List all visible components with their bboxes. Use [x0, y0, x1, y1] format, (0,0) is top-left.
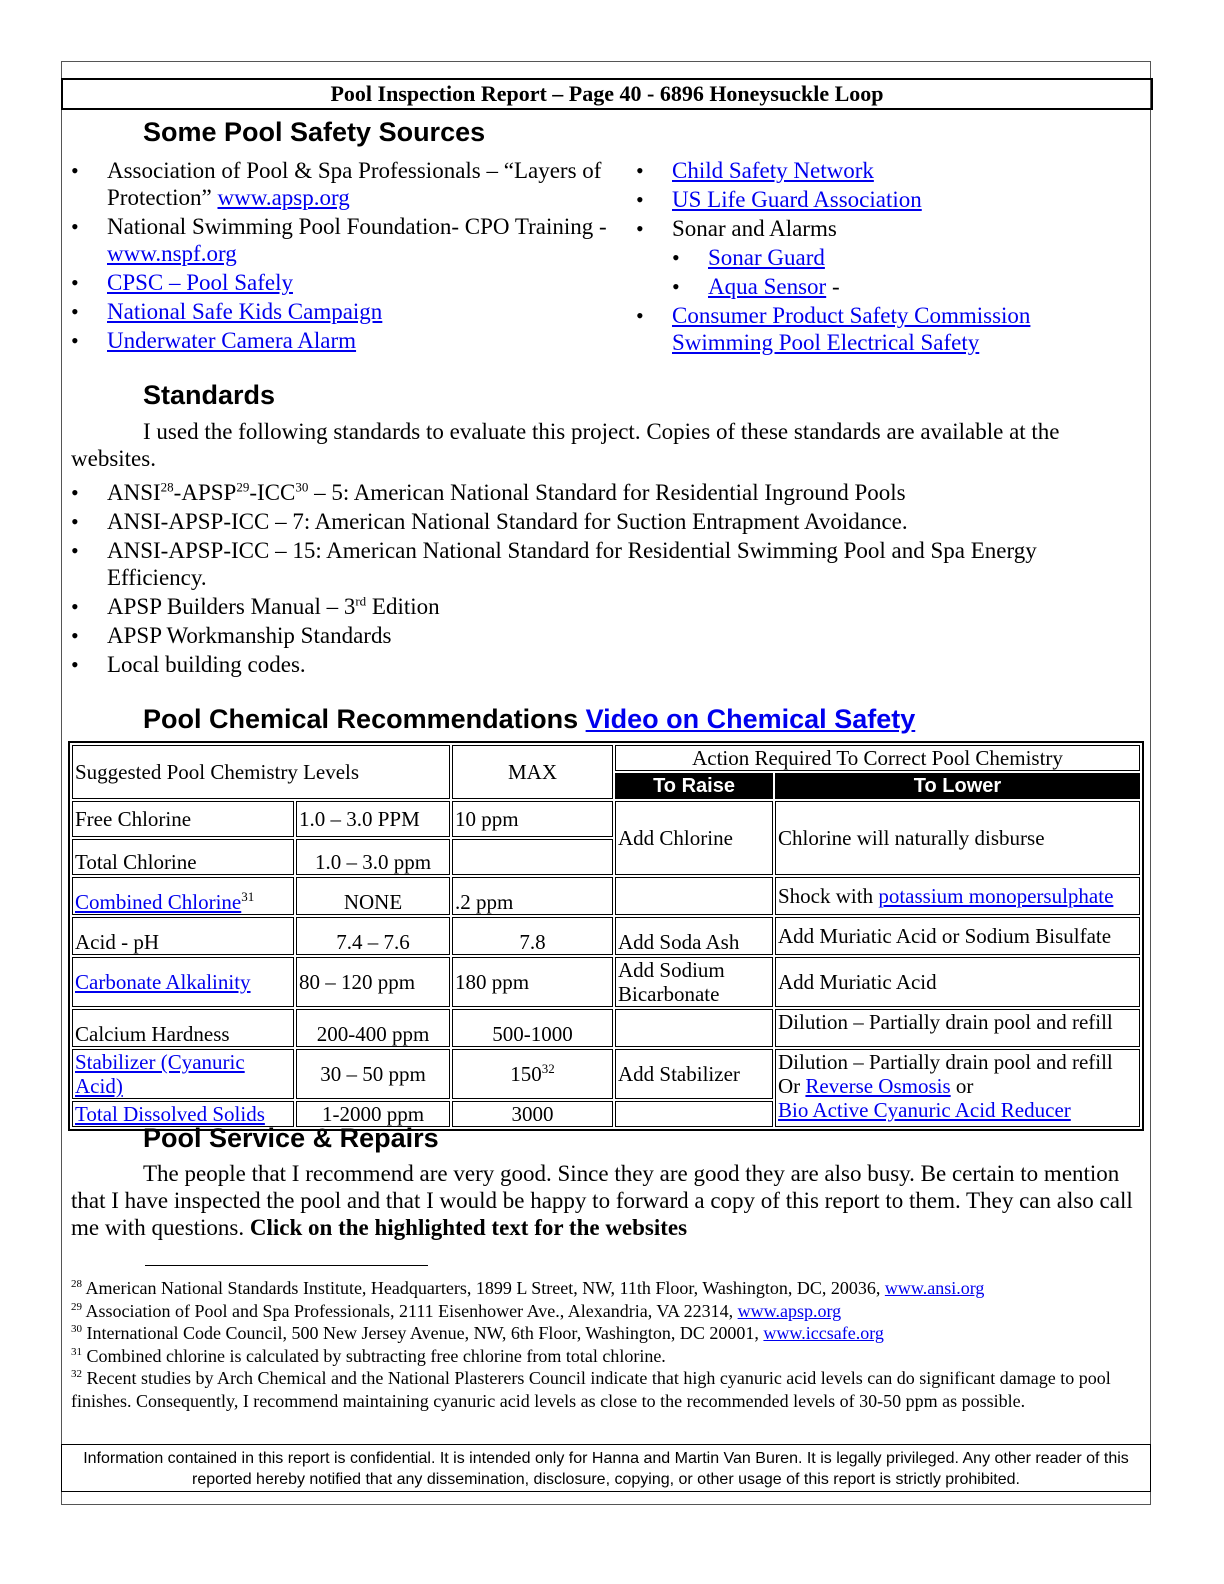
sources-right-list: [636, 157, 1136, 358]
chemicals-heading: Pool Chemical Recommendations Video on Chemical Safety: [143, 704, 916, 734]
footnote-divider: [145, 1265, 428, 1266]
table-row: Combined Chlorine$^{31}$ NONE .2 ppm Shock with potassium monopersulphate: [72, 877, 1140, 915]
list-item: • APSP Builders Manual – 3rd Edition: [71, 593, 1141, 620]
footnote-29: $^{29}$ Association of Pool and Spa Professionals, 2111 Eisenhower Ave., Alexandria, VA 22314, www.apsp.org: [71, 1300, 842, 1321]
table-row: Calcium Hardness 200-400 ppm 500-1000 Dilution – Partially drain pool and refill: [72, 1009, 1140, 1047]
table-row: [72, 745, 1140, 771]
levels-header: Suggested Pool Chemistry Levels: [72, 745, 450, 799]
list-item: [636, 157, 1136, 184]
cyanuric-reducer-link[interactable]: Bio Active Cyanuric Acid Reducer: [778, 1098, 1071, 1122]
list-item: [672, 244, 1136, 271]
standards-list: [71, 479, 1141, 680]
cpsc-link[interactable]: Consumer Product Safety Commission: [672, 303, 1031, 328]
sources-left-list: [71, 157, 616, 356]
apsp-footnote-link[interactable]: www.apsp.org: [737, 1300, 842, 1321]
life-guard-link[interactable]: US Life Guard Association: [672, 187, 922, 212]
list-item: • ANSI-APSP-ICC – 15: American National Standard for Residential Swimming Pool and Spa Energy Efficiency.: [71, 537, 1141, 591]
table-row: Acid - pH 7.4 – 7.6 7.8 Add Soda Ash Add Muriatic Acid or Sodium Bisulfate: [72, 917, 1140, 955]
list-item: [636, 302, 1136, 356]
raise-header: To Raise: [615, 773, 773, 799]
service-heading: Pool Service & Repairs: [143, 1123, 439, 1153]
reverse-osmosis-link[interactable]: Reverse Osmosis: [805, 1074, 951, 1098]
list-item: [71, 269, 616, 296]
action-header: Action Required To Correct Pool Chemistry: [615, 745, 1140, 771]
tds-link[interactable]: Total Dissolved Solids: [75, 1102, 265, 1126]
ansi-link[interactable]: www.ansi.org: [884, 1278, 985, 1298]
table-row: Carbonate Alkalinity 80 – 120 ppm 180 ppm Add Sodium Bicarbonate Add Muriatic Acid: [72, 957, 1140, 1007]
list-item: [71, 298, 616, 325]
footnote-32: $^{32}$ Recent studies by Arch Chemical and the National Plasterers Council indicate that high cyanuric acid levels can do significant damage to pool finishes. Consequently, I recommend maintaining cyanuric acid levels as close to the recommended levels of 30-50 ppm as possible.: [71, 1368, 1111, 1411]
apsp-link[interactable]: www.apsp.org: [217, 185, 350, 210]
list-item: • National Swimming Pool Foundation- CPO Training - www.nspf.org: [71, 213, 616, 267]
chemical-safety-video-link[interactable]: Video on Chemical Safety: [585, 704, 916, 734]
list-item: [71, 327, 616, 354]
list-item: • APSP Workmanship Standards: [71, 622, 1141, 649]
list-item: • Sonar and Alarms: [636, 215, 1136, 242]
safe-kids-link[interactable]: National Safe Kids Campaign: [107, 299, 383, 324]
aqua-sensor-link[interactable]: Aqua Sensor: [708, 274, 827, 299]
list-item: • ANSI$^{28}$-APSP$^{29}$-ICC$^{30}$ – 5: American National Standard for Residential Inground Pools: [71, 479, 1141, 506]
electrical-safety-link[interactable]: Swimming Pool Electrical Safety: [672, 330, 980, 355]
list-item: • Association of Pool & Spa Professionals – “Layers of Protection” www.apsp.org: [71, 157, 616, 211]
lower-header: To Lower: [775, 773, 1140, 799]
standards-heading: Standards: [143, 380, 276, 410]
service-text: The people that I recommend are very good. Since they are good they are also busy. Be certain to mention that I have inspected the pool and that I would be happy to forward a copy of this report to them. They can also call me with questions. Click on the highlighted text for the websites: [71, 1161, 1133, 1240]
sources-heading: Some Pool Safety Sources: [143, 117, 486, 147]
combined-chlorine-link[interactable]: Combined Chlorine: [75, 890, 242, 914]
potassium-link[interactable]: potassium monopersulphate: [878, 884, 1114, 908]
confidentiality-notice: Information contained in this report is confidential. It is intended only for Hanna and Martin Van Buren. It is legally privileged. Any other reader of this reported hereby notified that any dissemination, disclosure, copying, or other usage of this report is strictly prohibited.: [61, 1444, 1151, 1492]
list-item: • ANSI-APSP-ICC – 7: American National Standard for Suction Entrapment Avoidance.: [71, 508, 1141, 535]
cpsc-pool-safely-link[interactable]: CPSC – Pool Safely: [107, 270, 293, 295]
iccsafe-link[interactable]: www.iccsafe.org: [763, 1323, 884, 1343]
table-row: Total Chlorine 1.0 – 3.0 ppm: [72, 839, 1140, 875]
camera-alarm-link[interactable]: Underwater Camera Alarm: [107, 328, 357, 353]
list-item: • Aqua Sensor -: [672, 273, 1136, 300]
child-safety-link[interactable]: Child Safety Network: [672, 158, 874, 183]
stabilizer-link[interactable]: Stabilizer (Cyanuric Acid): [75, 1050, 245, 1098]
footnotes: [71, 1277, 1141, 1412]
sonar-guard-link[interactable]: Sonar Guard: [708, 245, 825, 270]
table-row: Total Dissolved Solids 1-2000 ppm 3000: [72, 1101, 1140, 1127]
list-item: [636, 186, 1136, 213]
alkalinity-link[interactable]: Carbonate Alkalinity: [75, 970, 251, 994]
table-row: Free Chlorine 1.0 – 3.0 PPM 10 ppm Add Chlorine Chlorine will naturally disburse: [72, 801, 1140, 837]
chemistry-table: [68, 741, 1144, 1131]
footnote-31: $^{31}$ Combined chlorine is calculated by subtracting free chlorine from total chlorine.: [71, 1345, 666, 1366]
nspf-link[interactable]: www.nspf.org: [107, 241, 237, 266]
standards-intro: I used the following standards to evaluate this project. Copies of these standards are available at the websites.: [71, 419, 1060, 471]
list-item: • Local building codes.: [71, 651, 1141, 678]
max-header: MAX: [452, 745, 613, 799]
table-row: Stabilizer (Cyanuric Acid) 30 – 50 ppm $150^{32}$ Add Stabilizer Dilution – Partially drain pool and refill Or Reverse Osmosis or Bio Active Cyanuric Acid Reducer: [72, 1049, 1140, 1099]
footnote-30: $^{30}$ International Code Council, 500 New Jersey Avenue, NW, 6th Floor, Washington, DC 20001, www.iccsafe.org: [71, 1323, 884, 1343]
report-header: Pool Inspection Report – Page 40 - 6896 Honeysuckle Loop: [61, 78, 1153, 110]
footnote-28: $^{28}$ American National Standards Institute, Headquarters, 1899 L Street, NW, 11th Floor, Washington, DC, 20036, www.ansi.org: [71, 1278, 985, 1298]
